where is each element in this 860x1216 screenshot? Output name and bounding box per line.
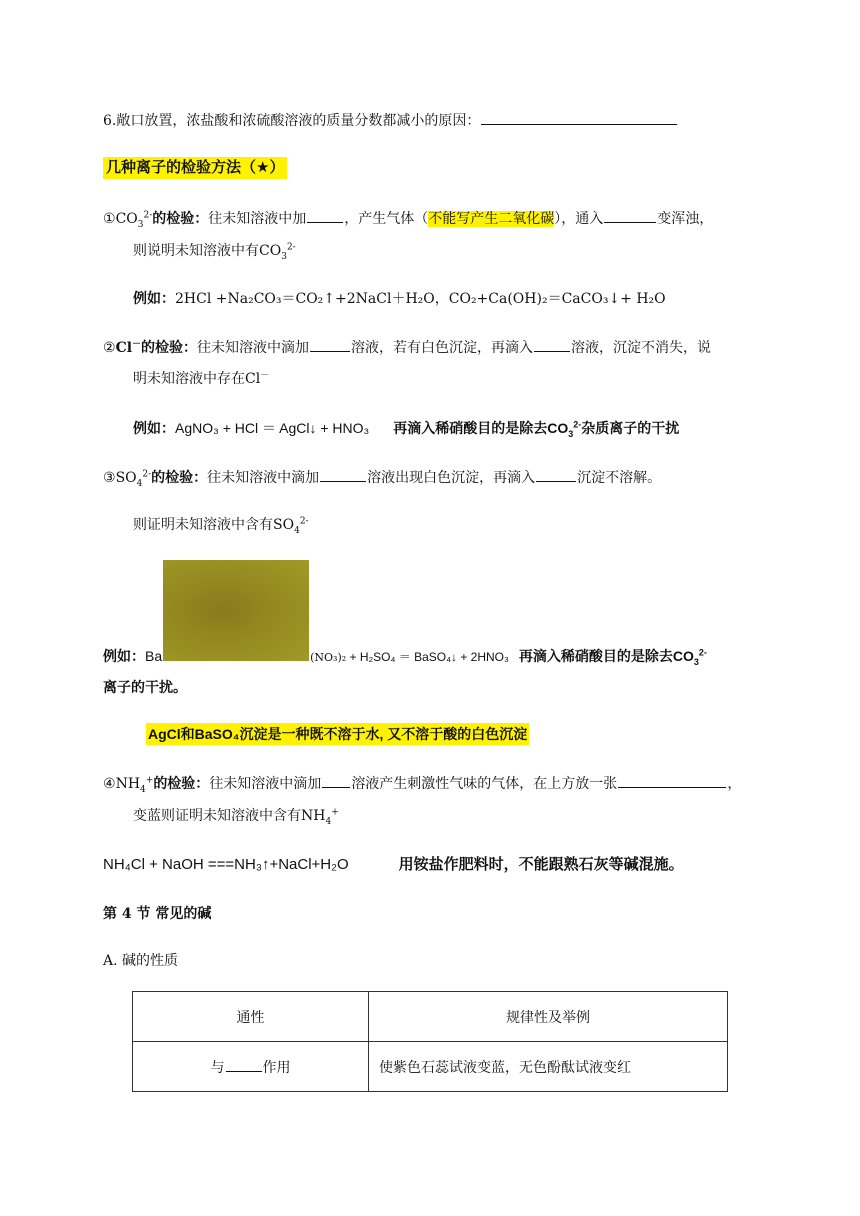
item-number: ② <box>103 340 116 356</box>
cl-test-line2: 明未知溶液中存在Cl－ <box>133 370 270 387</box>
cl-ion: Cl－ <box>115 339 142 356</box>
table-row <box>133 1042 728 1092</box>
table-cell: 与 作用 <box>133 1042 369 1092</box>
test-label: 的检验： <box>152 211 209 227</box>
so4-test-line2: 则证明未知溶液中含有$SO_4^{2-}$ <box>133 516 309 536</box>
base-properties-table <box>132 991 728 1092</box>
subsection-a-title: A. 碱的性质 <box>103 953 179 969</box>
answer-blank[interactable] <box>536 467 576 482</box>
cl-example <box>133 418 679 439</box>
so4-ion: $SO_4^{2-}$ <box>115 469 152 489</box>
table-header: 规律性及举例 <box>369 992 728 1042</box>
item-number: ③ <box>103 470 116 486</box>
example-label: 例如： <box>133 421 175 437</box>
answer-blank[interactable] <box>481 110 677 125</box>
example-label: 例如： <box>103 649 145 665</box>
so4-example: 例如：Ba (NO₃)₂ + H₂SO₄ ＝ BaSO₄↓ + 2HNO₃ 再滴入稀硝酸目的是除去$CO_3^{2-}$ <box>103 647 707 667</box>
co3-ion: $CO_3^{2-}$ <box>115 210 153 230</box>
chemical-equation: 2HCl +Na₂CO₃＝CO₂↑+2NaCl＋H₂O，CO₂+Ca(OH)₂＝CaCO₃↓+ H₂O <box>175 291 666 307</box>
so4-test-line1: $③SO_4^{2-}$的检验：往未知溶液中滴加 溶液出现白色沉淀，再滴入 沉淀不溶解。 <box>103 467 661 488</box>
example-note: 再滴入稀硝酸目的是除去$CO_3^{2-}$ <box>518 647 707 667</box>
answer-blank[interactable] <box>310 337 350 352</box>
nh4-test-line2: 变蓝则证明未知溶液中含有$NH_4^+$ <box>133 807 339 827</box>
test-label: 的检验： <box>141 340 198 356</box>
nh4-ion: $NH_4^+$ <box>115 775 154 795</box>
answer-blank[interactable] <box>604 208 656 223</box>
so4-example-note-line2: 离子的干扰。 <box>103 680 187 696</box>
cl-test-line1: ②Cl－的检验：往未知溶液中滴加 溶液，若有白色沉淀，再滴入 溶液，沉淀不消失，说 <box>103 337 711 358</box>
chemical-equation: AgNO₃ + HCl ＝ AgCl↓ + HNO₃ <box>175 420 370 436</box>
answer-blank[interactable] <box>307 208 343 223</box>
question-6 <box>103 110 678 131</box>
answer-blank[interactable] <box>534 337 570 352</box>
nh4-test-line1: $④NH_4^+$的检验：往未知溶液中滴加 溶液产生刺激性气味的气体，在上方放一张 ， <box>103 773 741 794</box>
co3-test-line2: 则说明未知溶液中有$CO_3^{2-}$ <box>133 242 296 262</box>
answer-blank[interactable] <box>322 773 350 788</box>
example-label: 例如： <box>133 291 175 307</box>
co3-test-line1: $①CO_3^{2-}$的检验：往未知溶液中加 ，产生气体（不能写产生二氧化碳），通入 变浑浊， <box>103 208 713 229</box>
chemical-equation: + H₂SO₄ ＝ BaSO₄↓ + 2HNO₃ <box>346 650 509 664</box>
answer-blank[interactable] <box>320 467 366 482</box>
highlighted-note: 不能写产生二氧化碳 <box>428 211 555 227</box>
question-6-text: 6.敞口放置，浓盐酸和浓硫酸溶液的质量分数都减小的原因： <box>103 113 481 129</box>
answer-blank[interactable] <box>226 1057 262 1072</box>
section-4-title: 第 4 节 常见的碱 <box>103 906 212 922</box>
co3-example <box>133 289 666 309</box>
table-header: 通性 <box>133 992 369 1042</box>
answer-blank[interactable] <box>618 773 726 788</box>
precipitate-note: AgCl和BaSO₄沉淀是一种既不溶于水, 又不溶于酸的白色沉淀 <box>146 723 529 745</box>
table-header-row <box>133 992 728 1042</box>
nh4-equation-line <box>103 854 684 875</box>
item-number: ① <box>103 211 116 227</box>
test-label: 的检验： <box>151 470 208 486</box>
example-note: 再滴入稀硝酸目的是除去$CO_3^{2-}$杂质离子的干扰 <box>393 419 680 439</box>
chemical-equation: NH₄Cl + NaOH ===NH₃↑+NaCl+H₂O <box>103 856 349 873</box>
table-cell: 使紫色石蕊试液变蓝，无色酚酞试液变红 <box>369 1042 728 1092</box>
test-label: 的检验： <box>153 776 210 792</box>
fertilizer-note: 用铵盐作肥料时，不能跟熟石灰等碱混施。 <box>398 855 684 873</box>
item-number: ④ <box>103 776 116 792</box>
section-title-ion-tests: 几种离子的检验方法（★） <box>103 157 287 179</box>
